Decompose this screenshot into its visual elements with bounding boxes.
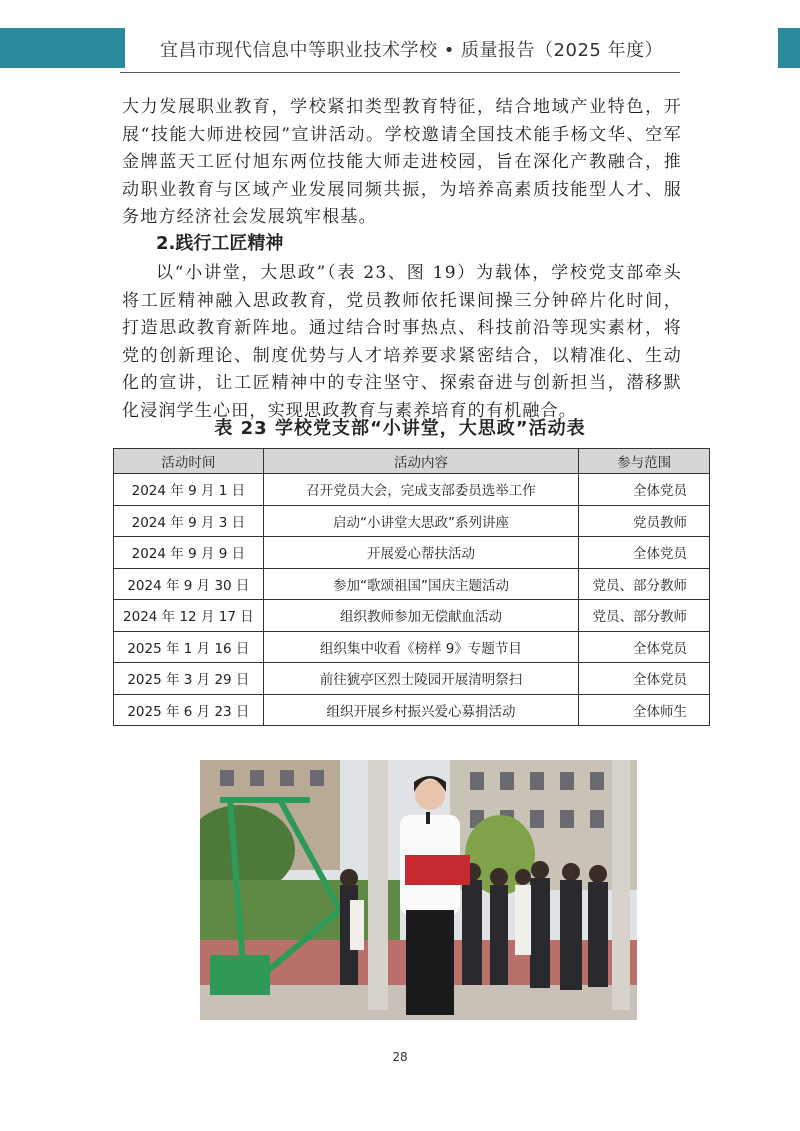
- cell-content: 参加“歌颂祖国”国庆主题活动: [263, 568, 578, 600]
- cell-date: 2025 年 1 月 16 日: [114, 631, 264, 663]
- header-title: 宜昌市现代信息中等职业技术学校 • 质量报告（2025 年度）: [160, 40, 664, 61]
- header-content: 活动内容: [263, 449, 578, 474]
- cell-content: 启动“小讲堂大思政”系列讲座: [263, 505, 578, 537]
- cell-date: 2024 年 9 月 3 日: [114, 505, 264, 537]
- event-photo: [200, 760, 637, 1020]
- cell-date: 2024 年 12 月 17 日: [114, 600, 264, 632]
- header-scope: 参与范围: [579, 449, 710, 474]
- header-divider: [120, 72, 680, 73]
- paragraph-skills-masters: 大力发展职业教育，学校紧扣类型教育特征，结合地域产业特色，开展“技能大师进校园”宣讲活动。学校邀请全国技术能手杨文华、空军金牌蓝天工匠付旭东两位技能大师走进校园，旨在深化产教融合，推动职业教育与区域产业发展同频共振，为培养高素质技能型人才、服务地方经济社会发展筑牢根基。: [122, 97, 682, 227]
- cell-scope: 党员教师: [579, 505, 710, 537]
- cell-scope: 全体师生: [579, 694, 710, 726]
- cell-scope: 党员、部分教师: [579, 600, 710, 632]
- cell-date: 2024 年 9 月 9 日: [114, 537, 264, 569]
- cell-scope: 全体党员: [579, 537, 710, 569]
- cell-date: 2025 年 3 月 29 日: [114, 663, 264, 695]
- cell-date: 2024 年 9 月 30 日: [114, 568, 264, 600]
- cell-scope: 党员、部分教师: [579, 568, 710, 600]
- cell-scope: 全体党员: [579, 631, 710, 663]
- table-row: [114, 505, 710, 537]
- cell-content: 组织教师参加无偿献血活动: [263, 600, 578, 632]
- table-row: [114, 537, 710, 569]
- table-row: [114, 631, 710, 663]
- header-accent-bar-left: [0, 28, 125, 68]
- cell-date: 2024 年 9 月 1 日: [114, 474, 264, 506]
- table-row: [114, 694, 710, 726]
- table-caption: 表 23 学校党支部“小讲堂，大思政”活动表: [214, 418, 586, 439]
- table-row: [114, 568, 710, 600]
- table-row: [114, 600, 710, 632]
- header-accent-bar-right: [778, 28, 800, 68]
- cell-content: 组织集中收看《榜样 9》专题节目: [263, 631, 578, 663]
- cell-scope: 全体党员: [579, 663, 710, 695]
- cell-content: 开展爱心帮扶活动: [263, 537, 578, 569]
- cell-content: 组织开展乡村振兴爱心募捐活动: [263, 694, 578, 726]
- header-date: 活动时间: [114, 449, 264, 474]
- page-number: 28: [392, 1050, 408, 1064]
- cell-date: 2025 年 6 月 23 日: [114, 694, 264, 726]
- cell-scope: 全体党员: [579, 474, 710, 506]
- activity-table: [113, 448, 710, 726]
- paragraph-craftsman-spirit: 以“小讲堂，大思政”（表 23、图 19）为载体，学校党支部牵头将工匠精神融入思政教育，党员教师依托课间操三分钟碎片化时间，打造思政教育新阵地。通过结合时事热点、科技前沿等现实素材，将党的创新理论、制度优势与人才培养要求紧密结合，以精准化、生动化的宣讲，让工匠精神中的专注坚守、探索奋进与创新担当，潜移默化浸润学生心田，实现思政教育与素养培育的有机融合。: [122, 263, 682, 421]
- cell-content: 召开党员大会，完成支部委员选举工作: [263, 474, 578, 506]
- table-row: [114, 663, 710, 695]
- cell-content: 前往猇亭区烈士陵园开展清明祭扫: [263, 663, 578, 695]
- table-row: [114, 474, 710, 506]
- section-heading: 2.践行工匠精神: [156, 233, 284, 254]
- table-header-row: [114, 449, 710, 474]
